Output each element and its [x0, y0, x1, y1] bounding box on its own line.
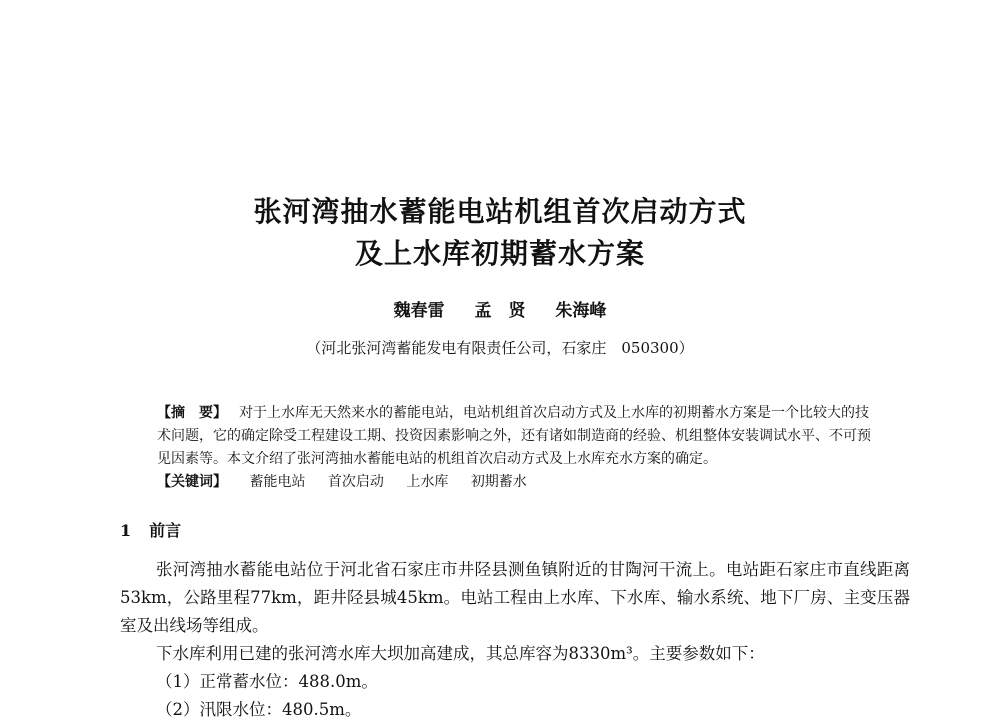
section-heading: [120, 518, 181, 541]
abstract-text: 对于上水库无天然来水的蓄能电站，电站机组首次启动方式及上水库的初期蓄水方案是一个比较大的技术问题，它的确定除受工程建设工期、投资因素影响之外，还有诸如制造商的经验、机组整体安装调试水平、不可预见因素等。本文介绍了张河湾抽水蓄能电站的机组首次启动方式及上水库充水方案的确定。: [157, 405, 871, 467]
paper-title-line-2: 及上水库初期蓄水方案: [354, 237, 645, 270]
section-title: 前言: [149, 521, 182, 540]
author-name: 魏春雷: [393, 301, 445, 321]
abstract-paragraph: [157, 402, 873, 471]
keyword: 上水库: [406, 474, 449, 490]
author-name: 朱海峰: [555, 301, 607, 321]
keywords-label: 【关键词】: [157, 474, 227, 490]
body-paragraph: 张河湾抽水蓄能电站位于河北省石家庄市井陉县测鱼镇附近的甘陶河干流上。电站距石家庄市直线距离53km，公路里程77km，距井陉县城45km。电站工程由上水库、下水库、输水系统、地下厂房、主变压器室及出线场等组成。: [120, 560, 910, 635]
author-name: 孟 贤: [474, 301, 526, 321]
section-number: 1: [120, 521, 132, 540]
body-paragraph: 下水库利用已建的张河湾水库大坝加高建成，其总库容为8330m³。主要参数如下：: [156, 644, 765, 663]
list-item: （1）正常蓄水位：488.0m。: [156, 672, 378, 691]
keyword: 首次启动: [327, 474, 384, 490]
paper-title-line-1: 张河湾抽水蓄能电站机组首次启动方式: [253, 195, 747, 228]
keywords-line: [157, 471, 873, 494]
list-item: （2）汛限水位：480.5m。: [156, 700, 362, 719]
keyword: 初期蓄水: [470, 474, 527, 490]
keyword: 蓄能电站: [249, 474, 306, 490]
body-text: [120, 556, 910, 724]
abstract-label: 【摘 要】: [157, 405, 227, 421]
author-list: [0, 296, 1000, 321]
affiliation: （河北张河湾蓄能发电有限责任公司，石家庄 050300）: [306, 339, 694, 357]
abstract-block: [157, 402, 873, 494]
